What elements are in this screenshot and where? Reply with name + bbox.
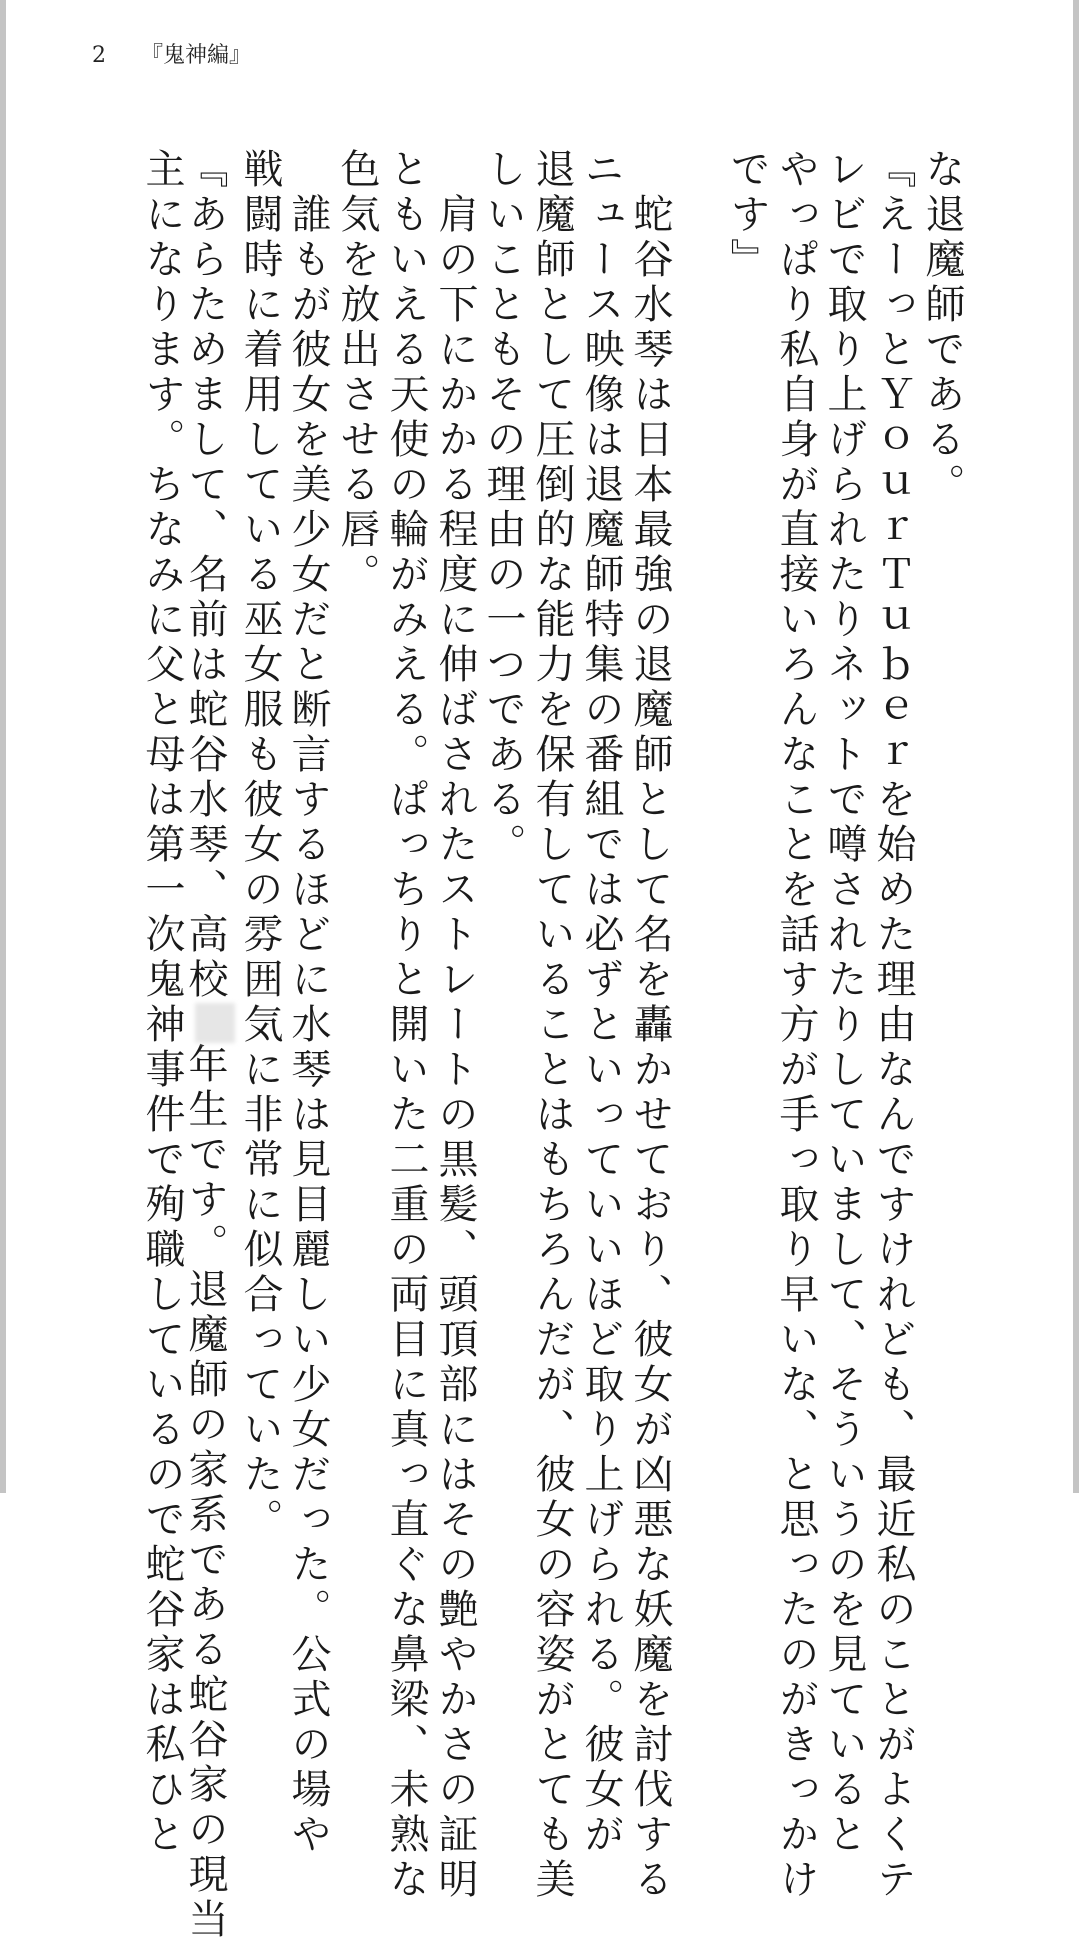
text-column: レビで取り上げられたりネットで噂されたりしていまして、そういうのを見ていると — [821, 148, 867, 1858]
text-column: しいこともその理由の一つである。 — [480, 148, 526, 868]
text-column: 誰もが彼女を美少女だと断言するほどに水琴は見目麗しい少女だった。公式の場や — [285, 193, 331, 1858]
chapter-title: 『鬼神編』 — [141, 43, 252, 68]
text-column: な退魔師である。 — [919, 148, 965, 508]
text-column: 肩の下にかかる程度に伸ばされたストレートの黒髪、頭頂部にはその艶やかさの証明 — [432, 193, 478, 1903]
running-header — [92, 38, 251, 69]
page-number: 2 — [92, 43, 106, 68]
redacted-grade — [195, 1003, 235, 1043]
text-column: 蛇谷水琴は日本最強の退魔師として名を轟かせており、彼女が凶悪な妖魔を討伐する — [627, 193, 673, 1903]
text-column: 『えーっとＹｏｕｒＴｕｂｅｒを始めた理由なんですけれども、最近私のことがよくテ — [870, 148, 916, 1903]
text-column: 主になります。ちなみに父と母は第一次鬼神事件で殉職しているので蛇谷家は私ひと — [139, 148, 185, 1858]
text-column: ともいえる天使の輪がみえる。ぱっちりと開いた二重の両目に真っ直ぐな鼻梁、未熟な — [383, 148, 429, 1903]
text-column: やっぱり私自身が直接いろんなことを話す方が手っ取り早いな、と思ったのがきっかけ — [773, 148, 819, 1903]
text-column: ニュース映像は退魔師特集の番組では必ずといっていいほど取り上げられる。彼女が — [578, 148, 624, 1858]
page-edge-right — [1073, 0, 1079, 1493]
text-column: 退魔師として圧倒的な能力を保有していることはもちろんだが、彼女の容姿がとても美 — [529, 148, 575, 1903]
page-edge-left — [0, 0, 6, 1493]
text-column: 『あらためまして、名前は蛇谷水琴、高校年生です。退魔師の家系である蛇谷家の現当 — [187, 148, 235, 1943]
text-column: です』 — [724, 148, 770, 283]
text-column: 色気を放出させる唇。 — [334, 148, 380, 598]
text-column: 戦闘時に着用している巫女服も彼女の雰囲気に非常に似合っていた。 — [237, 148, 283, 1543]
